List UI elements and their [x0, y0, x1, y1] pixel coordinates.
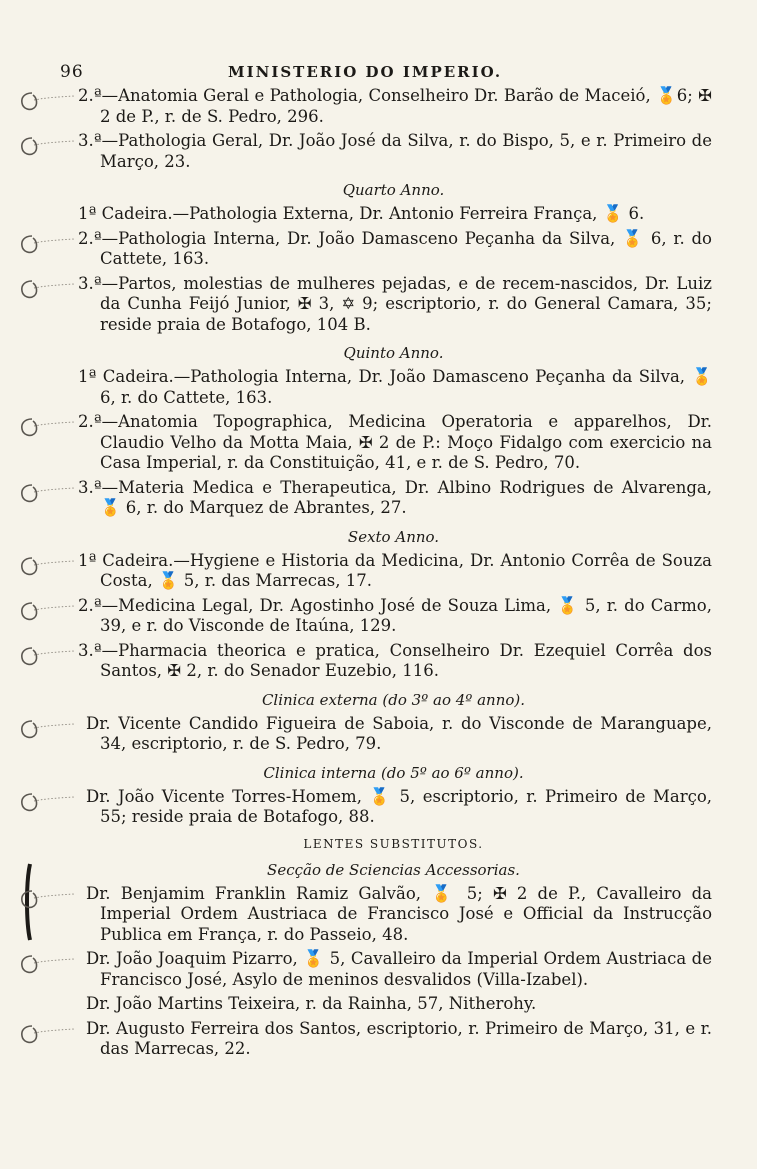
entry [0, 367, 757, 408]
handwritten-check-mark [18, 789, 80, 815]
handwritten-check-mark [18, 414, 80, 440]
entry-text: 3.ª—Partos, molestias de mulheres pejadas, e de recem-nascidos, Dr. Luiz da Cunha Feijó Junior, ✠ 3, ✡ 9; escriptorio, r. do General Camara, 35; reside praia de Botafogo, 104 B. [78, 273, 712, 334]
entry [0, 412, 757, 474]
handwritten-check-mark [18, 276, 80, 302]
entry [0, 596, 757, 637]
section-title: Quinto Anno. [343, 344, 444, 362]
handwritten-check-mark [18, 951, 80, 977]
entry-text: Dr. João Joaquim Pizarro, 🏅 5, Cavalleiro da Imperial Ordem Austriaca de Francisco José, Asylo de meninos desvalidos (Villa-Izabel). [86, 949, 712, 989]
entry-text: 3.ª—Pharmacia theorica e pratica, Conselheiro Dr. Ezequiel Corrêa dos Santos, ✠ 2, r. do Senador Euzebio, 116. [78, 640, 712, 680]
entry-text: Dr. João Martins Teixeira, r. da Rainha, 57, Nitherohy. [86, 994, 537, 1013]
entry [0, 86, 757, 127]
handwritten-check-mark [18, 480, 80, 506]
entry-text: 2.ª—Pathologia Interna, Dr. João Damasceno Peçanha da Silva, 🏅 6, r. do Cattete, 163. [78, 228, 712, 268]
entry [0, 131, 757, 172]
entry-text: 2.ª—Anatomia Geral e Pathologia, Conselheiro Dr. Barão de Maceió, 🏅6; ✠ 2 de P., r. de S. Pedro, 296. [78, 86, 712, 126]
section [0, 832, 757, 1060]
entry [0, 884, 757, 946]
section-caps-title: LENTES SUBSTITUTOS. [303, 836, 484, 851]
section-title: Clinica externa (do 3º ao 4º anno). [261, 690, 526, 709]
entry [0, 949, 757, 990]
handwritten-check-mark [18, 133, 80, 159]
entry-text: 1ª Cadeira.—Pathologia Externa, Dr. Antonio Ferreira França, 🏅 6. [78, 204, 645, 223]
section [0, 176, 757, 335]
entry-text: 3.ª—Pathologia Geral, Dr. João José da Silva, r. do Bispo, 5, e r. Primeiro de Março, 23. [78, 131, 712, 171]
entry-text: 1ª Cadeira.—Hygiene e Historia da Medicina, Dr. Antonio Corrêa de Souza Costa, 🏅 5, r. das Marrecas, 17. [78, 550, 712, 590]
page-header [0, 62, 757, 86]
entry-text: 2.ª—Anatomia Topographica, Medicina Operatoria e apparelhos, Dr. Claudio Velho da Motta Maia, ✠ 2 de P.: Moço Fidalgo com exercicio na Casa Imperial, r. da Constituição, 41, e r. de S. Pedro, 70. [78, 412, 712, 472]
entry-text: 2.ª—Medicina Legal, Dr. Agostinho José de Souza Lima, 🏅 5, r. do Carmo, 39, e r. do Visconde de Itaúna, 129. [78, 595, 712, 635]
entry [0, 204, 757, 225]
entry-text: Dr. Benjamim Franklin Ramiz Galvão, 🏅 5; ✠ 2 de P., Cavalleiro da Imperial Ordem Austriaca de Francisco José e Official da Instrucção Publica em França, r. do Passeio, 48. [86, 883, 712, 944]
handwritten-check-mark [18, 1021, 80, 1047]
section [0, 523, 757, 682]
entry [0, 714, 757, 755]
running-title: MINISTERIO DO IMPERIO. [228, 63, 503, 81]
entry [0, 1019, 757, 1060]
section-title: Clinica interna (do 5º ao 6º anno). [263, 763, 524, 782]
entry-text: 1ª Cadeira.—Pathologia Interna, Dr. João Damasceno Peçanha da Silva, 🏅 6, r. do Cattete, 163. [78, 367, 712, 407]
handwritten-check-mark [18, 231, 80, 257]
section-title: Quarto Anno. [342, 181, 445, 199]
section-title: Sexto Anno. [347, 527, 440, 546]
entry-text: 3.ª—Materia Medica e Therapeutica, Dr. Albino Rodrigues de Alvarenga, 🏅 6, r. do Marquez de Abrantes, 27. [78, 477, 712, 517]
handwritten-check-mark [18, 88, 80, 114]
entry [0, 478, 757, 519]
handwritten-check-mark [18, 553, 80, 579]
entry-text: Dr. Vicente Candido Figueira de Saboia, r. do Visconde de Maranguape, 34, escriptorio, r. de S. Pedro, 79. [86, 713, 712, 753]
section [0, 86, 757, 172]
handwritten-check-mark [18, 716, 80, 742]
handwritten-check-mark [18, 886, 80, 912]
section-title: Secção de Sciencias Accessorias. [267, 860, 520, 879]
handwritten-check-mark [18, 643, 80, 669]
section [0, 759, 757, 828]
entry-text: Dr. João Vicente Torres-Homem, 🏅 5, escriptorio, r. Primeiro de Março, 55; reside praia de Botafogo, 88. [86, 786, 712, 826]
document-body [0, 86, 757, 1064]
entry [0, 641, 757, 682]
entry [0, 994, 757, 1015]
section [0, 339, 757, 519]
entry [0, 274, 757, 336]
entry [0, 229, 757, 270]
page-number: 96 [60, 62, 84, 82]
section [0, 686, 757, 755]
handwritten-check-mark [18, 598, 80, 624]
entry [0, 787, 757, 828]
entry-text: Dr. Augusto Ferreira dos Santos, escriptorio, r. Primeiro de Março, 31, e r. das Marrecas, 22. [86, 1018, 712, 1058]
entry [0, 551, 757, 592]
